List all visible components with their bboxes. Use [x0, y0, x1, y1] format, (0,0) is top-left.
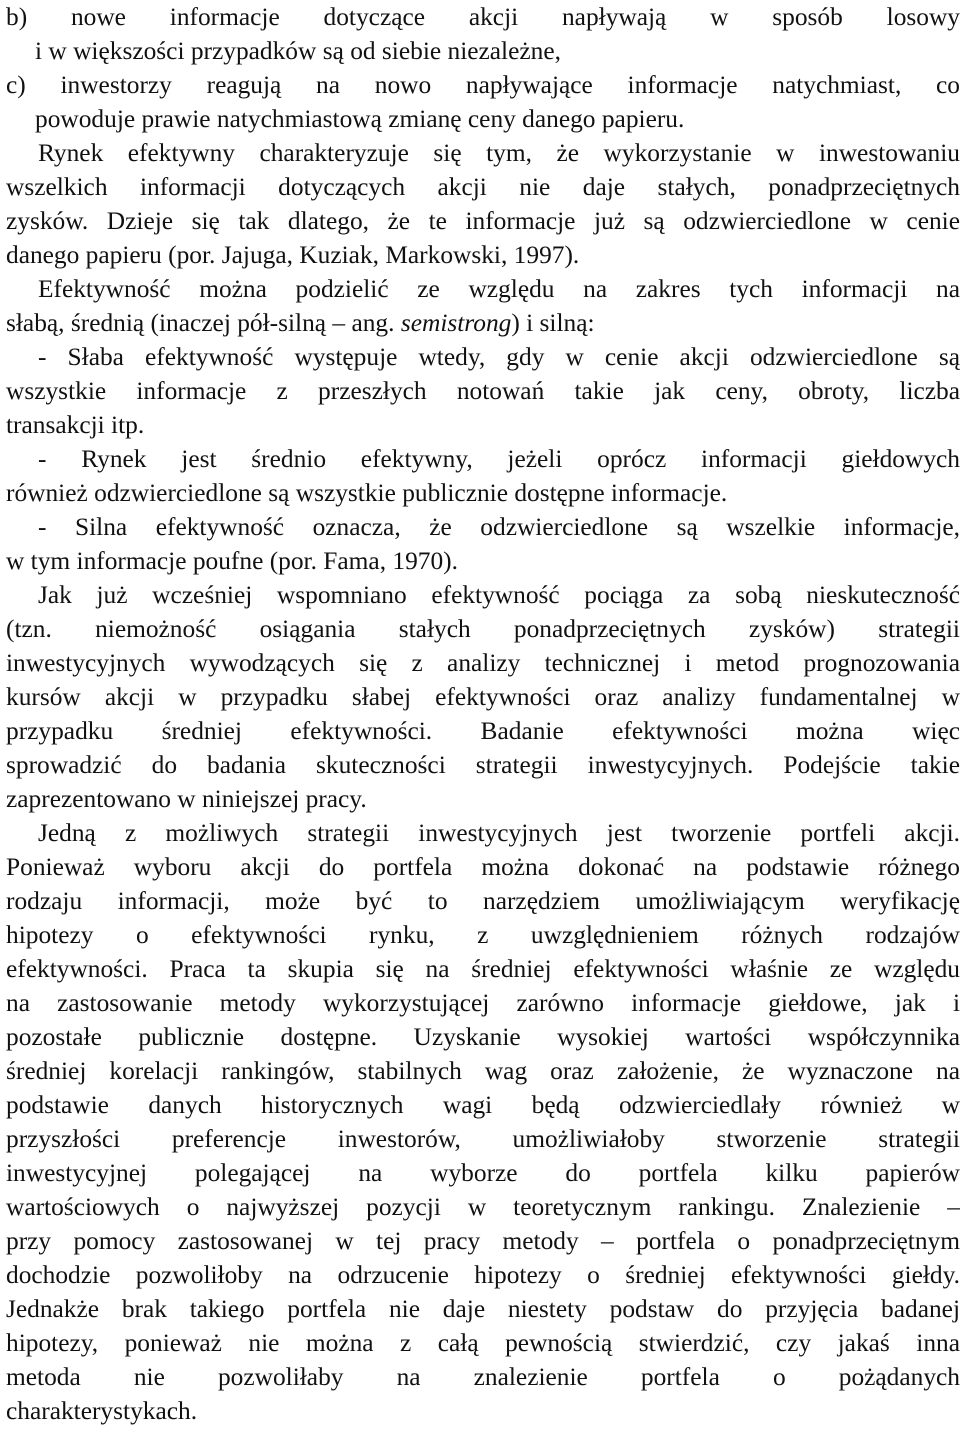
text-line: (tzn. niemożność osiągania stałych ponadprzeciętnych zysków) strategii: [6, 615, 960, 643]
term-semistrong: semistrong: [400, 309, 512, 337]
paragraph-efficiency-forms: [6, 272, 960, 340]
text-line: również odzwierciedlone są wszystkie publicznie dostępne informacje.: [6, 479, 728, 507]
text-line: inwestycyjnych wywodzących się z analizy technicznej i metod prognozowania: [6, 649, 960, 677]
paragraph-semi-strong-form: [6, 442, 960, 510]
text-line: rodzaju informacji, może być to narzędziem umożliwiającym weryfikację: [6, 887, 960, 915]
text-line: Jedną z możliwych strategii inwestycyjnych jest tworzenie portfeli akcji.: [38, 819, 960, 847]
text-line: przypadku średniej efektywności. Badanie efektywności można więc: [6, 717, 960, 745]
text-line: - Silna efektywność oznacza, że odzwierciedlone są wszelkie informacje,: [38, 513, 960, 541]
text-line: pozostałe publicznie dostępne. Uzyskanie wysokiej wartości współczynnika: [6, 1023, 960, 1051]
text-line: b) nowe informacje dotyczące akcji napływają w sposób losowy: [6, 3, 960, 31]
text-fragment: słabą, średnią (inaczej pół-silną – ang.: [6, 309, 401, 337]
text-line: efektywności. Praca ta skupia się na średniej efektywności właśnie ze względu: [6, 955, 960, 983]
text-line: [6, 306, 960, 340]
text-line: podstawie danych historycznych wagi będą odzwierciedlały również w: [6, 1091, 960, 1119]
text-line: metoda nie pozwoliłaby na znalezienie portfela o pożądanych: [6, 1363, 960, 1391]
paragraph-strong-form: [6, 510, 960, 578]
text-line: Efektywność można podzielić ze względu na zakres tych informacji na: [38, 275, 960, 303]
text-line: Rynek efektywny charakteryzuje się tym, że wykorzystanie w inwestowaniu: [38, 139, 960, 167]
text-line: w tym informacje poufne (por. Fama, 1970).: [6, 547, 458, 575]
text-line: c) inwestorzy reagują na nowo napływające informacje natychmiast, co: [6, 71, 960, 99]
text-line: przy pomocy zastosowanej w tej pracy metody – portfela o ponadprzeciętnym: [6, 1227, 960, 1255]
text-line: wszelkich informacji dotyczących akcji nie daje stałych, ponadprzeciętnych: [6, 173, 960, 201]
text-line: zaprezentowano w niniejszej pracy.: [6, 785, 367, 813]
text-line: i w większości przypadków są od siebie niezależne,: [35, 37, 561, 65]
list-item-c: [6, 68, 960, 136]
text-line: hipotezy, ponieważ nie można z całą pewnością stwierdzić, czy jakaś inna: [6, 1329, 960, 1357]
text-line: przyszłości preferencje inwestorów, umożliwiałoby stworzenie strategii: [6, 1125, 960, 1153]
text-line: inwestycyjnej polegającej na wyborze do portfela kilku papierów: [6, 1159, 960, 1187]
paragraph-portfolio-strategy: [6, 816, 960, 1428]
text-line: Ponieważ wyboru akcji do portfela można dokonać na podstawie różnego: [6, 853, 960, 881]
text-line: - Rynek jest średnio efektywny, jeżeli oprócz informacji giełdowych: [38, 445, 960, 473]
paragraph-weak-form: [6, 340, 960, 442]
text-line: danego papieru (por. Jajuga, Kuziak, Markowski, 1997).: [6, 241, 580, 269]
text-fragment: ) i silną:: [511, 309, 595, 337]
text-line: sprowadzić do badania skuteczności strategii inwestycyjnych. Podejście takie: [6, 751, 960, 779]
text-line: dochodzie pozwoliłoby na odrzucenie hipotezy o średniej efektywności giełdy.: [6, 1261, 960, 1289]
paragraph-ineffectiveness: [6, 578, 960, 816]
text-line: średniej korelacji rankingów, stabilnych wag oraz założenie, że wyznaczone na: [6, 1057, 960, 1085]
text-line: kursów akcji w przypadku słabej efektywności oraz analizy fundamentalnej w: [6, 683, 960, 711]
text-line: transakcji itp.: [6, 411, 145, 439]
text-line: powoduje prawie natychmiastową zmianę ceny danego papieru.: [35, 105, 685, 133]
text-line: wartościowych o najwyższej pozycji w teoretycznym rankingu. Znalezienie –: [6, 1193, 960, 1221]
text-line: hipotezy o efektywności rynku, z uwzględnieniem różnych rodzajów: [6, 921, 960, 949]
text-line: charakterystykach.: [6, 1397, 198, 1425]
text-line: Jednakże brak takiego portfela nie daje niestety podstaw do przyjęcia badanej: [6, 1295, 960, 1323]
text-line: na zastosowanie metody wykorzystującej zarówno informacje giełdowe, jak i: [6, 989, 960, 1017]
text-line: zysków. Dzieje się tak dlatego, że te informacje już są odzwierciedlone w cenie: [6, 207, 960, 235]
text-line: Jak już wcześniej wspomniano efektywność pociąga za sobą nieskuteczność: [38, 581, 960, 609]
list-item-b: [6, 0, 960, 68]
text-line: wszystkie informacje z przeszłych notowań takie jak ceny, obroty, liczba: [6, 377, 960, 405]
paragraph-market-efficiency: [6, 136, 960, 272]
text-line: - Słaba efektywność występuje wtedy, gdy w cenie akcji odzwierciedlone są: [38, 343, 960, 371]
